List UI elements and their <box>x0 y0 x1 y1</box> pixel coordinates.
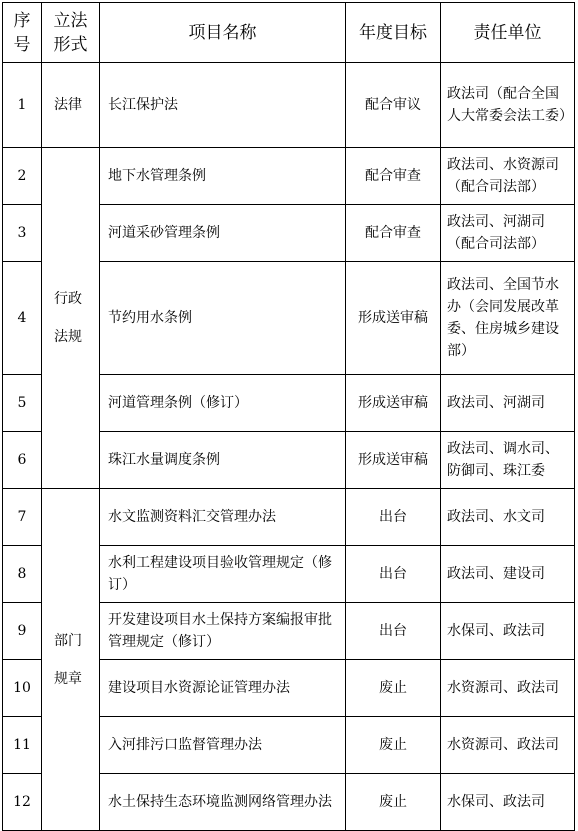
row-no: 5 <box>3 375 42 432</box>
table-row <box>3 489 575 546</box>
row-unit: 政法司（配合全国人大常委会法工委） <box>441 63 575 148</box>
row-unit: 水保司、政法司 <box>441 603 575 660</box>
header-name: 项目名称 <box>100 3 346 63</box>
row-target: 形成送审稿 <box>346 375 441 432</box>
header-target: 年度目标 <box>346 3 441 63</box>
row-name: 节约用水条例 <box>100 262 346 375</box>
table-header-row <box>3 3 575 63</box>
row-name: 长江保护法 <box>100 63 346 148</box>
row-unit: 政法司、全国节水办（会同发展改革委、住房城乡建设部） <box>441 262 575 375</box>
row-name: 珠江水量调度条例 <box>100 432 346 489</box>
row-name: 河道管理条例（修订） <box>100 375 346 432</box>
table-row <box>3 148 575 205</box>
row-unit: 政法司、建设司 <box>441 546 575 603</box>
row-target: 形成送审稿 <box>346 432 441 489</box>
header-no: 序号 <box>3 3 42 63</box>
row-name: 水利工程建设项目验收管理规定（修订） <box>100 546 346 603</box>
type-law: 法律 <box>42 63 100 148</box>
header-type: 立法形式 <box>42 3 100 63</box>
header-unit: 责任单位 <box>441 3 575 63</box>
row-unit: 水资源司、政法司 <box>441 717 575 774</box>
type-dept <box>42 489 100 831</box>
row-target: 出台 <box>346 489 441 546</box>
row-name: 河道采砂管理条例 <box>100 205 346 262</box>
type-dept-text: 部门规章 <box>54 632 82 687</box>
row-name: 地下水管理条例 <box>100 148 346 205</box>
type-admin-text: 行政法规 <box>54 291 82 345</box>
row-target: 配合审议 <box>346 63 441 148</box>
row-no: 8 <box>3 546 42 603</box>
row-name: 入河排污口监督管理办法 <box>100 717 346 774</box>
row-target: 配合审查 <box>346 148 441 205</box>
row-name: 水文监测资料汇交管理办法 <box>100 489 346 546</box>
row-target: 废止 <box>346 717 441 774</box>
row-no: 9 <box>3 603 42 660</box>
legislation-plan-table <box>2 2 575 831</box>
legislation-plan-table-wrapper <box>2 2 575 831</box>
row-unit: 政法司、水文司 <box>441 489 575 546</box>
row-no: 2 <box>3 148 42 205</box>
row-name: 水土保持生态环境监测网络管理办法 <box>100 774 346 831</box>
row-no: 6 <box>3 432 42 489</box>
row-no: 7 <box>3 489 42 546</box>
row-unit: 政法司、河湖司 <box>441 375 575 432</box>
row-target: 出台 <box>346 603 441 660</box>
row-unit: 政法司、河湖司（配合司法部） <box>441 205 575 262</box>
row-no: 3 <box>3 205 42 262</box>
row-target: 废止 <box>346 660 441 717</box>
row-target: 出台 <box>346 546 441 603</box>
table-row <box>3 63 575 148</box>
row-no: 4 <box>3 262 42 375</box>
row-unit: 水资源司、政法司 <box>441 660 575 717</box>
row-no: 12 <box>3 774 42 831</box>
row-name: 建设项目水资源论证管理办法 <box>100 660 346 717</box>
row-unit: 政法司、调水司、防御司、珠江委 <box>441 432 575 489</box>
row-target: 形成送审稿 <box>346 262 441 375</box>
row-target: 配合审查 <box>346 205 441 262</box>
row-name: 开发建设项目水土保持方案编报审批管理规定（修订） <box>100 603 346 660</box>
row-unit: 水保司、政法司 <box>441 774 575 831</box>
row-no: 11 <box>3 717 42 774</box>
row-unit: 政法司、水资源司（配合司法部） <box>441 148 575 205</box>
row-no: 10 <box>3 660 42 717</box>
row-no: 1 <box>3 63 42 148</box>
row-target: 废止 <box>346 774 441 831</box>
type-admin <box>42 148 100 489</box>
